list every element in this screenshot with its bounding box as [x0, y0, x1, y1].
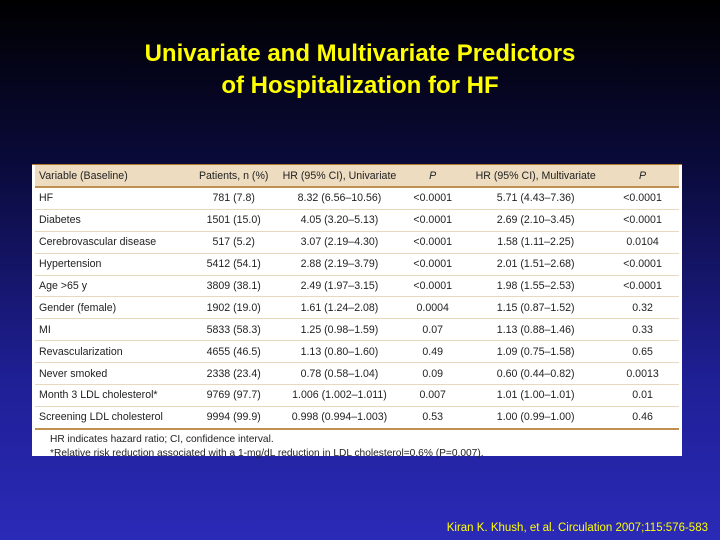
cell-hr-multivariate: 1.01 (1.00–1.01): [465, 385, 606, 407]
cell-p-univariate: <0.0001: [400, 253, 465, 275]
cell-p-multivariate: 0.0013: [606, 363, 679, 385]
header-hr-univariate: HR (95% CI), Univariate: [279, 165, 400, 187]
cell-hr-multivariate: 1.58 (1.11–2.25): [465, 231, 606, 253]
cell-hr-univariate: 0.998 (0.994–1.003): [279, 406, 400, 428]
table-row: [35, 297, 679, 319]
cell-variable: Age >65 y: [35, 275, 189, 297]
cell-p-univariate: <0.0001: [400, 187, 465, 209]
cell-hr-multivariate: 1.09 (0.75–1.58): [465, 341, 606, 363]
cell-hr-multivariate: 2.69 (2.10–3.45): [465, 209, 606, 231]
cell-hr-univariate: 4.05 (3.20–5.13): [279, 209, 400, 231]
table-row: [35, 209, 679, 231]
cell-p-univariate: <0.0001: [400, 231, 465, 253]
cell-p-multivariate: <0.0001: [606, 209, 679, 231]
cell-p-multivariate: 0.33: [606, 319, 679, 341]
table-row: [35, 187, 679, 209]
header-patients: Patients, n (%): [189, 165, 279, 187]
cell-hr-univariate: 3.07 (2.19–4.30): [279, 231, 400, 253]
cell-patients: 3809 (38.1): [189, 275, 279, 297]
cell-patients: 5833 (58.3): [189, 319, 279, 341]
footnotes: [50, 433, 682, 461]
cell-hr-univariate: 1.13 (0.80–1.60): [279, 341, 400, 363]
cell-variable: Never smoked: [35, 363, 189, 385]
cell-patients: 1902 (19.0): [189, 297, 279, 319]
title-line-2: of Hospitalization for HF: [221, 72, 499, 99]
cell-patients: 781 (7.8): [189, 187, 279, 209]
cell-variable: Revascularization: [35, 341, 189, 363]
cell-p-multivariate: <0.0001: [606, 187, 679, 209]
cell-hr-univariate: 1.006 (1.002–1.011): [279, 385, 400, 407]
cell-variable: Month 3 LDL cholesterol*: [35, 385, 189, 407]
cell-p-univariate: 0.53: [400, 406, 465, 428]
table-header-row: [35, 165, 679, 187]
cell-patients: 517 (5.2): [189, 231, 279, 253]
header-p-univariate: P: [400, 165, 465, 187]
predictors-table-panel: [32, 164, 682, 459]
cell-patients: 4655 (46.5): [189, 341, 279, 363]
cell-variable: Screening LDL cholesterol: [35, 406, 189, 428]
footnote-ldl: *Relative risk reduction associated with a 1-mg/dL reduction in LDL cholesterol=0.6% (P=0.007).: [50, 447, 484, 459]
cell-p-multivariate: <0.0001: [606, 253, 679, 275]
cell-hr-univariate: 1.25 (0.98–1.59): [279, 319, 400, 341]
cell-p-univariate: 0.0004: [400, 297, 465, 319]
cell-patients: 9994 (99.9): [189, 406, 279, 428]
citation: Kiran K. Khush, et al. Circulation 2007;115:576-583: [446, 522, 708, 534]
cell-p-multivariate: 0.46: [606, 406, 679, 428]
cell-variable: Hypertension: [35, 253, 189, 275]
footnote-abbreviations: HR indicates hazard ratio; CI, confidence interval.: [50, 433, 274, 445]
cell-hr-univariate: 1.61 (1.24–2.08): [279, 297, 400, 319]
cell-hr-univariate: 0.78 (0.58–1.04): [279, 363, 400, 385]
cell-variable: Diabetes: [35, 209, 189, 231]
table-row: [35, 231, 679, 253]
table-row: [35, 363, 679, 385]
table-row: [35, 385, 679, 407]
slide-title: [0, 38, 720, 102]
table-row: [35, 275, 679, 297]
cell-p-univariate: 0.07: [400, 319, 465, 341]
cell-patients: 5412 (54.1): [189, 253, 279, 275]
cell-p-multivariate: 0.01: [606, 385, 679, 407]
header-p-multivariate: P: [606, 165, 679, 187]
cell-p-univariate: 0.49: [400, 341, 465, 363]
title-line-1: Univariate and Multivariate Predictors: [144, 40, 576, 67]
table-row: [35, 319, 679, 341]
cell-hr-multivariate: 1.13 (0.88–1.46): [465, 319, 606, 341]
header-variable: Variable (Baseline): [35, 165, 189, 187]
cell-hr-univariate: 2.49 (1.97–3.15): [279, 275, 400, 297]
cell-hr-multivariate: 0.60 (0.44–0.82): [465, 363, 606, 385]
cell-patients: 2338 (23.4): [189, 363, 279, 385]
cell-p-multivariate: 0.32: [606, 297, 679, 319]
header-hr-multivariate: HR (95% CI), Multivariate: [465, 165, 606, 187]
cell-hr-multivariate: 1.15 (0.87–1.52): [465, 297, 606, 319]
cell-variable: Cerebrovascular disease: [35, 231, 189, 253]
cell-p-univariate: 0.007: [400, 385, 465, 407]
cell-patients: 1501 (15.0): [189, 209, 279, 231]
table-body: [35, 187, 679, 429]
cell-hr-univariate: 2.88 (2.19–3.79): [279, 253, 400, 275]
table-row: [35, 406, 679, 428]
cell-p-multivariate: <0.0001: [606, 275, 679, 297]
cell-hr-multivariate: 5.71 (4.43–7.36): [465, 187, 606, 209]
cell-p-univariate: <0.0001: [400, 209, 465, 231]
cell-hr-multivariate: 1.00 (0.99–1.00): [465, 406, 606, 428]
cell-variable: MI: [35, 319, 189, 341]
predictors-table: [35, 165, 679, 430]
table-row: [35, 341, 679, 363]
cell-hr-multivariate: 1.98 (1.55–2.53): [465, 275, 606, 297]
cell-patients: 9769 (97.7): [189, 385, 279, 407]
cell-p-univariate: 0.09: [400, 363, 465, 385]
cell-p-univariate: <0.0001: [400, 275, 465, 297]
cell-variable: Gender (female): [35, 297, 189, 319]
cell-hr-univariate: 8.32 (6.56–10.56): [279, 187, 400, 209]
cell-p-multivariate: 0.65: [606, 341, 679, 363]
cell-hr-multivariate: 2.01 (1.51–2.68): [465, 253, 606, 275]
cell-variable: HF: [35, 187, 189, 209]
cell-p-multivariate: 0.0104: [606, 231, 679, 253]
table-row: [35, 253, 679, 275]
